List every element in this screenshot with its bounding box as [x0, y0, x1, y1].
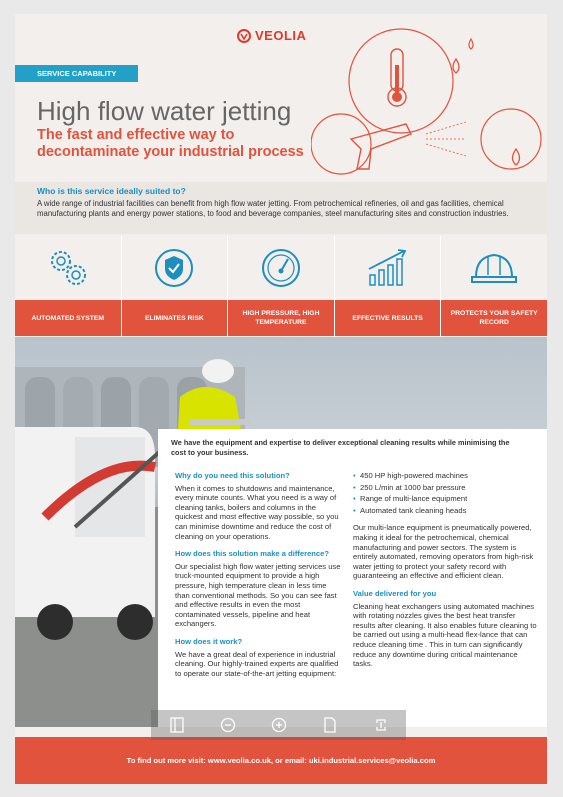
footer-contact: To find out more visit: www.veolia.co.uk, or email: uki.industrial.services@veolia.com [15, 737, 547, 784]
benefit-label: PROTECTS YOUR SAFETY RECORD [441, 300, 547, 336]
benefit-safety [441, 236, 547, 336]
list-item: • Range of multi-lance equipment [353, 494, 538, 504]
benefit-pressure [228, 236, 335, 336]
audience-text: A wide range of industrial facilities can benefit from high flow water jetting. From petrochemical refineries, oil and gas facilities, chemical manufacturing plants and energy power stations, to food and beverage companies, steel manufacturing sites and construction industries. [37, 199, 509, 218]
viewer-toolbar [151, 710, 406, 740]
gauge-icon [258, 245, 304, 291]
service-tag: SERVICE CAPABILITY [15, 65, 138, 82]
section-heading: How does this solution make a difference? [175, 549, 330, 559]
hard-hat-icon [468, 245, 520, 291]
gears-icon [45, 245, 91, 291]
section-text: Our multi-lance equipment is pneumatically powered, making it ideal for the petrochemical, chemical manufacturing and power sectors. The system is entirely automated, removing operators from high-risk water jetting to protect your safety record with guaranteeing an effective and efficient clean. [353, 523, 534, 581]
zoom-in-button[interactable] [270, 716, 288, 734]
page-icon [323, 717, 337, 733]
audience-section [15, 182, 547, 234]
shield-check-icon [151, 245, 197, 291]
droplet-icon [513, 149, 520, 165]
pressure-gun-icon [351, 124, 411, 169]
section-heading: How does it work? [175, 636, 243, 646]
list-item: • Automated tank cleaning heads [353, 506, 538, 516]
section-heading: Why do you need this solution? [175, 471, 290, 480]
audience-heading: Who is this service ideally suited to? [37, 186, 186, 196]
zoom-in-icon [271, 717, 287, 733]
benefit-automated [15, 236, 122, 336]
list-item: • 250 L/min at 1000 bar pressure [353, 483, 538, 493]
page-subtitle: The fast and effective way to decontaminate your industrial process [37, 127, 304, 160]
page-title: High flow water jetting [37, 96, 292, 126]
veolia-logo-icon [237, 29, 251, 43]
zoom-out-button[interactable] [219, 716, 237, 734]
benefits-strip [15, 236, 547, 336]
thermometer-circle-icon [349, 29, 453, 133]
droplet-icon [453, 59, 459, 73]
page-view-button[interactable] [321, 716, 339, 734]
content-card [158, 429, 547, 727]
section-text: Our specialist high flow water jetting services use truck-mounted equipment to provide a high pressure, high temperature clean in less time than conventional methods. So you can see fast and effective results in even the most contaminated vessels, pipeline and heat exchangers. [175, 561, 341, 629]
benefit-label: EFFECTIVE RESULTS [335, 300, 441, 336]
section-heading: Value delivered for you [353, 588, 437, 598]
header-illustration [311, 19, 547, 184]
content-column-right [353, 471, 538, 677]
fit-page-button[interactable] [372, 716, 390, 734]
sidebar-toggle-button[interactable] [168, 716, 186, 734]
benefit-label: ELIMINATES RISK [122, 300, 228, 336]
fit-icon [373, 717, 389, 733]
section-text: When it comes to shutdowns and maintenance, every minute counts. What you need is a way of cleaning tanks, boilers and columns in the quickest and most effective way possible, so you can minimise downtime and reduce the cost of cleaning on your operations. [175, 483, 339, 541]
benefit-label: HIGH PRESSURE, HIGH TEMPERATURE [228, 300, 334, 336]
list-item: • 450 HP high-powered machines [353, 471, 538, 481]
benefit-risk [122, 236, 229, 336]
veolia-logo [237, 28, 306, 43]
zoom-out-icon [220, 717, 236, 733]
sidebar-icon [170, 717, 184, 733]
section-text: We have a great deal of experience in industrial cleaning. Our highly-trained experts are qualified to operate our state-of-the-art jetting equipment: [175, 649, 339, 678]
benefit-label: AUTOMATED SYSTEM [15, 300, 121, 336]
content-column-left [175, 471, 343, 686]
bar-chart-icon [364, 245, 412, 291]
card-intro: We have the equipment and expertise to deliver exceptional cleaning results while minimising the cost to your business. [171, 438, 510, 457]
benefit-results [335, 236, 442, 336]
droplet-icon [469, 39, 473, 49]
brand-name: VEOLIA [255, 28, 307, 43]
section-text: Cleaning heat exchangers using automated machines with rotating nozzles gives the best heat transfer results after cleaning. It also enables future cleaning to be carried out using a multi-head flex-lance that can reduce cleaning time . This in turn can significantly reduce any downtime during critical maintenance tasks. [353, 601, 537, 669]
document-page [15, 14, 547, 784]
